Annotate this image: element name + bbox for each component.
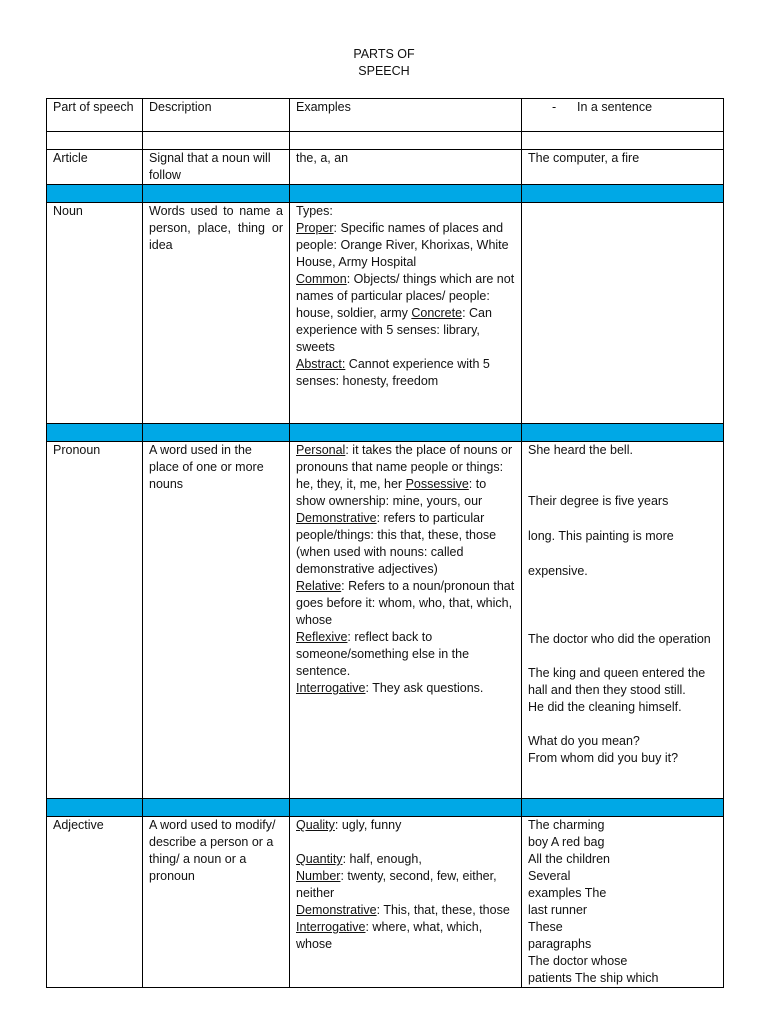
- number-label: Number: [296, 869, 341, 883]
- article-examples: the, a, an: [290, 150, 522, 185]
- pronoun-sentences: [522, 442, 724, 799]
- adjective-examples: Quality: ugly, funny Quantity: half, enough, Number: twenty, second, few, either, neither Demonstrative: This, that, these, those Interrogative: where, what, which, whose: [290, 817, 522, 988]
- header-examples: Examples: [290, 99, 522, 132]
- noun-examples: Types: Proper: Specific names of places and people: Orange River, Khorixas, White House, Army Hospital Common: Objects/ things which are not names of particular places/ people: house, soldier, army Concrete: Can experience with 5 senses: library, sweets Abstract: Cannot experience with 5 senses: honesty, freedom: [290, 203, 522, 424]
- reflexive-label: Reflexive: [296, 630, 348, 644]
- interrogative-label: Interrogative: [296, 920, 366, 934]
- adjective-part: Adjective: [47, 817, 143, 988]
- page-title: [0, 46, 768, 80]
- sentence: He did the cleaning himself.: [528, 700, 682, 714]
- list-item: patients The ship which: [528, 971, 659, 985]
- concrete-label: Concrete: [411, 306, 463, 320]
- pronoun-examples: Personal: it takes the place of nouns or pronouns that name people or things: he, they, it, me, her Possessive: to show ownership: mine, yours, our Demonstrative: refers to particular people/things: this that, these, those (when used with nouns: called demonstrative adjectives) Relative: Refers to a noun/pronoun that goes before it: whom, who, that, which, whose Reflexive: reflect back to someone/something else in the sentence. Interrogative: They ask questions.: [290, 442, 522, 799]
- separator-row: [47, 799, 724, 817]
- relative-label: Relative: [296, 579, 342, 593]
- separator-row: [47, 185, 724, 203]
- quality-label: Quality: [296, 818, 335, 832]
- sentence: long. This painting is more: [528, 529, 674, 543]
- empty-row: [47, 132, 724, 150]
- sentence: The king and queen entered the hall and then they stood still.: [528, 666, 706, 697]
- list-item: paragraphs: [528, 937, 592, 951]
- personal-label: Personal: [296, 443, 346, 457]
- demonstrative-label: Demonstrative: [296, 903, 377, 917]
- list-item: boy A red bag: [528, 835, 605, 849]
- list-item: examples The: [528, 886, 607, 900]
- possessive-label: Possessive: [405, 477, 469, 491]
- list-item: The doctor whose: [528, 954, 628, 968]
- quantity-label: Quantity: [296, 852, 343, 866]
- list-item: The charming: [528, 818, 605, 832]
- pronoun-description: A word used in the place of one or more nouns: [143, 442, 290, 799]
- noun-row: [47, 203, 724, 424]
- adjective-description: A word used to modify/ describe a person or a thing/ a noun or a pronoun: [143, 817, 290, 988]
- sentence: Their degree is five years: [528, 494, 669, 508]
- list-item: All the children: [528, 852, 610, 866]
- header-description: Description: [143, 99, 290, 132]
- header-part: Part of speech: [47, 99, 143, 132]
- adjective-sentences: [522, 817, 724, 988]
- demonstrative-label: Demonstrative: [296, 511, 377, 525]
- header-row: [47, 99, 724, 132]
- article-description: Signal that a noun will follow: [143, 150, 290, 185]
- article-row: [47, 150, 724, 185]
- pronoun-part: Pronoun: [47, 442, 143, 799]
- sentence: She heard the bell.: [528, 443, 633, 457]
- sentence: expensive.: [528, 564, 588, 578]
- header-sentence: - In a sentence: [522, 99, 724, 132]
- separator-row: [47, 424, 724, 442]
- sentence: From whom did you buy it?: [528, 751, 679, 765]
- article-sentence: The computer, a fire: [522, 150, 724, 185]
- sentence: The doctor who did the operation: [528, 632, 711, 646]
- sentence: What do you mean?: [528, 734, 640, 748]
- list-item: These: [528, 920, 563, 934]
- noun-description: Words used to name a person, place, thing or idea: [143, 203, 290, 424]
- article-part: Article: [47, 150, 143, 185]
- list-item: Several: [528, 869, 571, 883]
- interrogative-label: Interrogative: [296, 681, 366, 695]
- list-item: last runner: [528, 903, 588, 917]
- parts-of-speech-table: [46, 98, 724, 988]
- title-line-2: SPEECH: [358, 64, 410, 78]
- proper-label: Proper: [296, 221, 334, 235]
- noun-part: Noun: [47, 203, 143, 424]
- abstract-label: Abstract:: [296, 357, 346, 371]
- adjective-row: [47, 817, 724, 988]
- pronoun-row: [47, 442, 724, 799]
- common-label: Common: [296, 272, 347, 286]
- title-line-1: PARTS OF: [353, 47, 415, 61]
- noun-sentence: [522, 203, 724, 424]
